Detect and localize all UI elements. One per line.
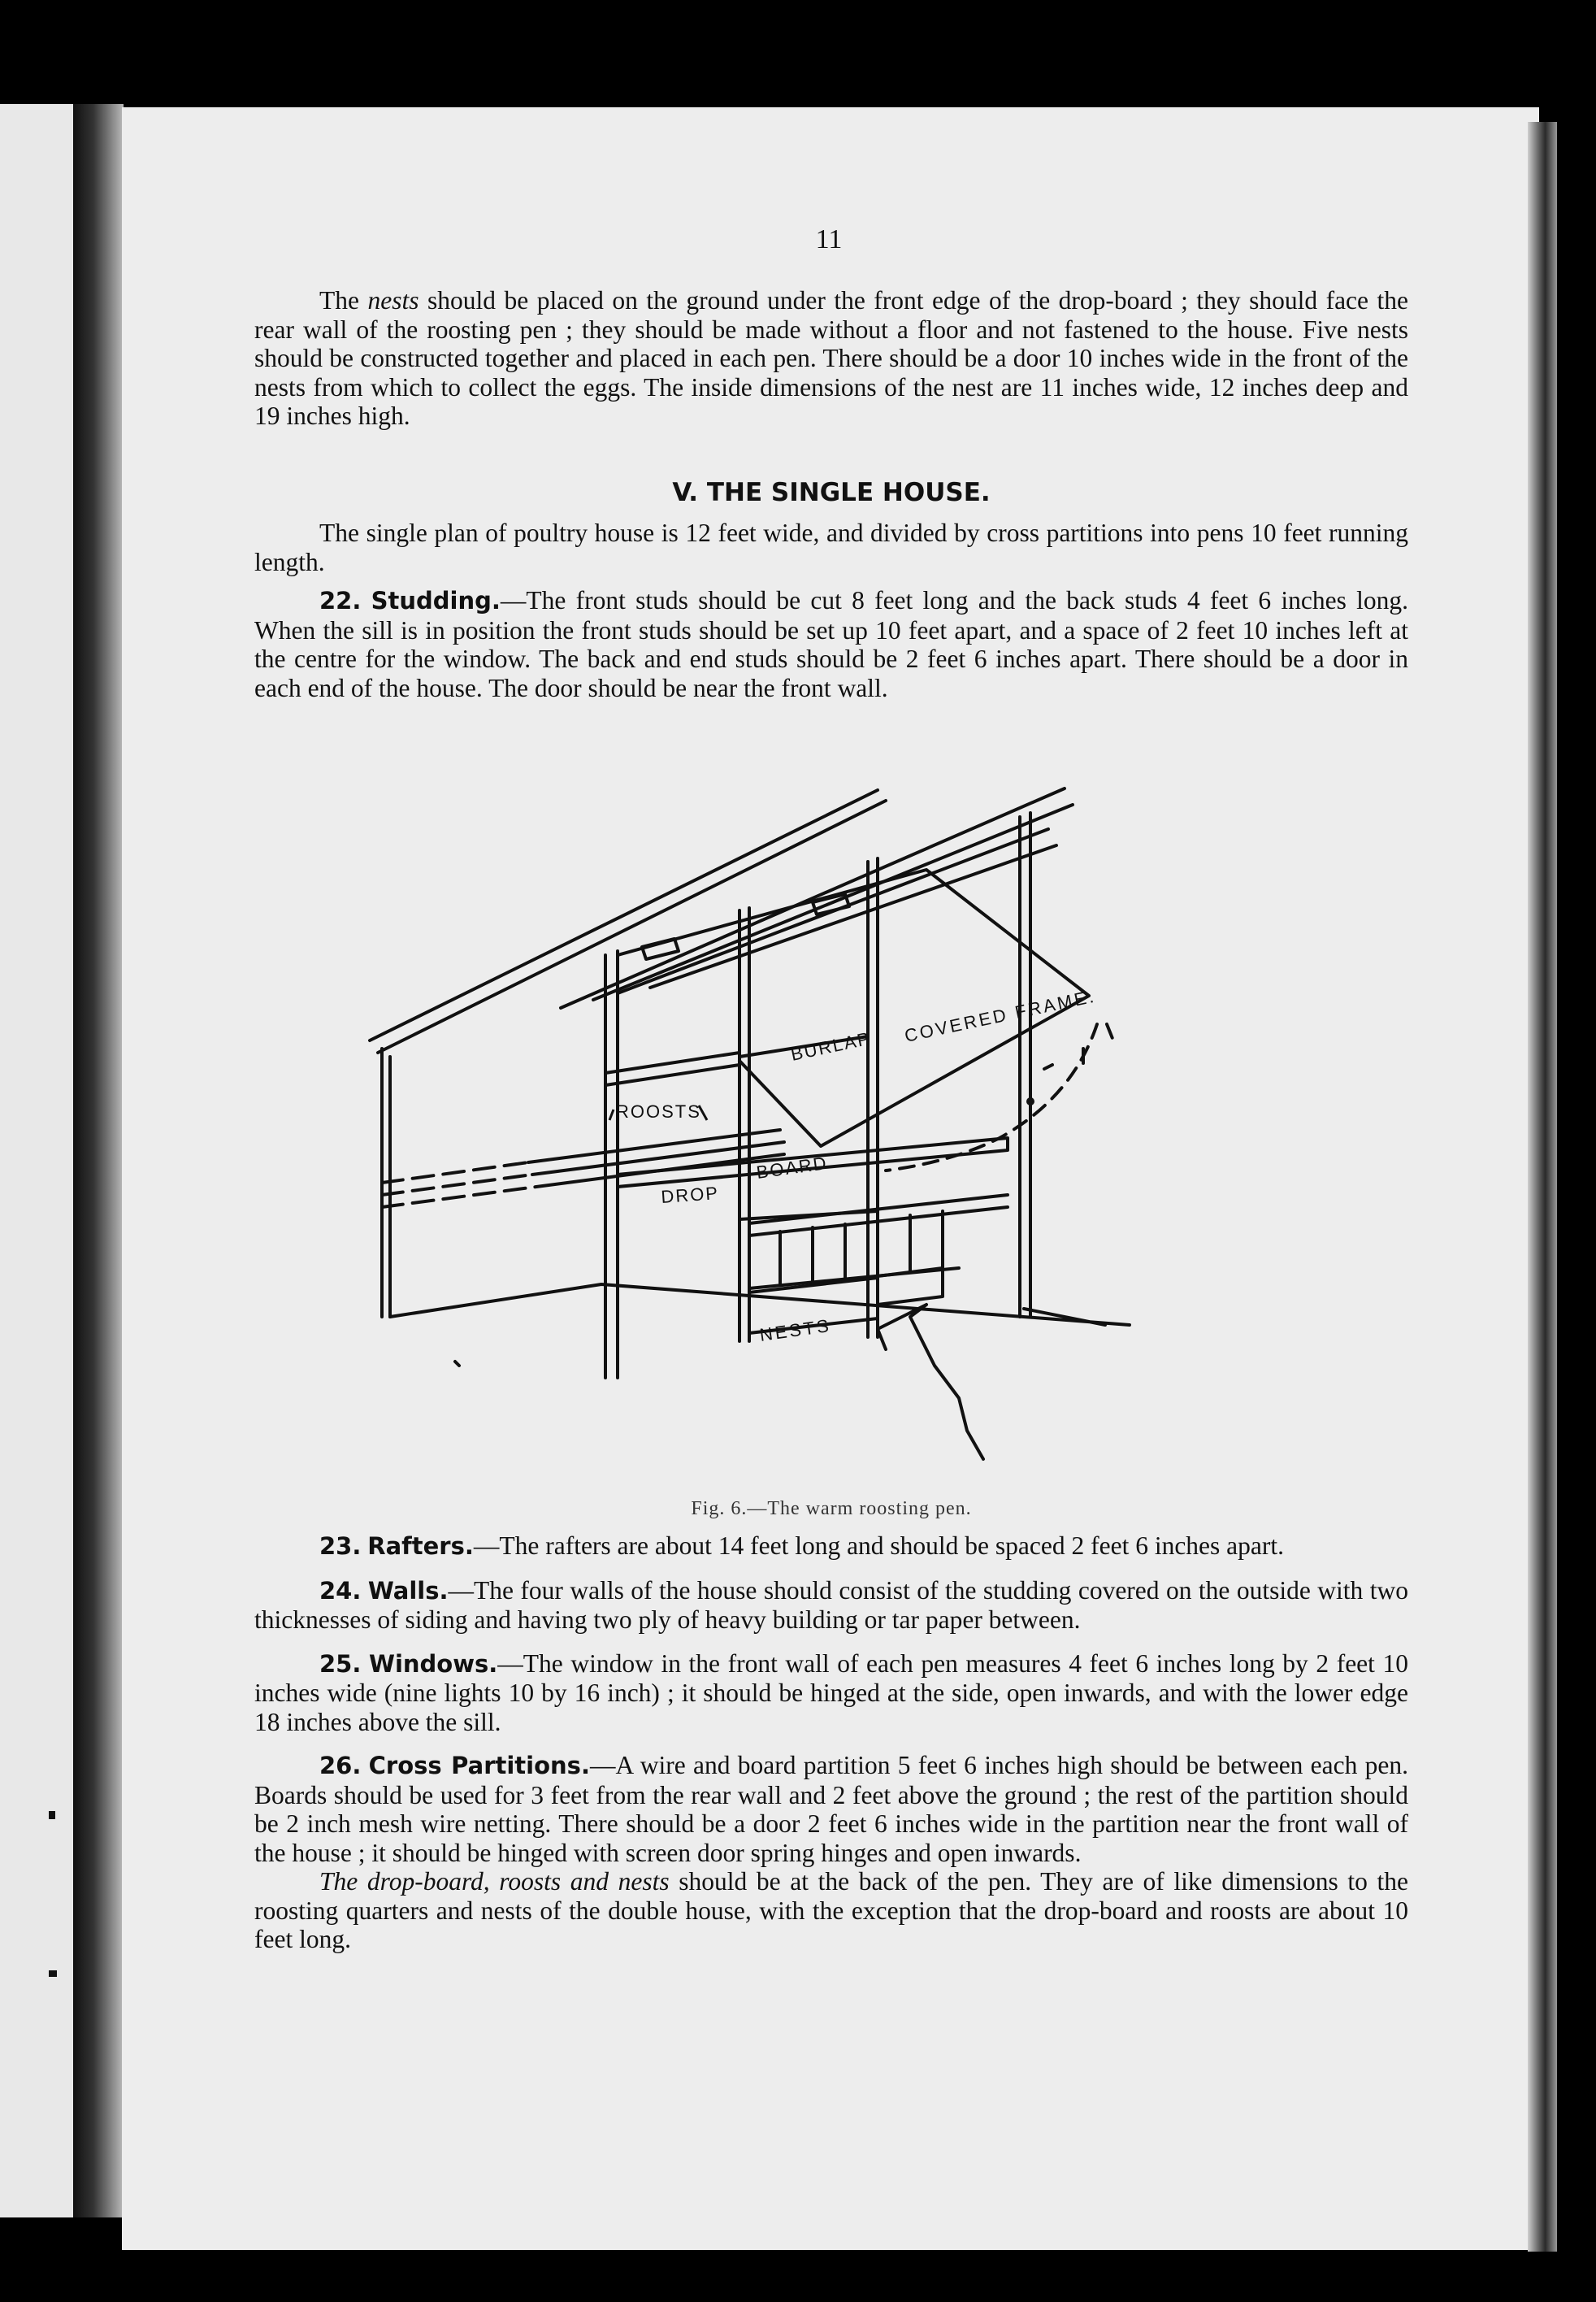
frame-knob [1026,1097,1034,1105]
swing-arc [1107,1024,1113,1040]
single-plan-paragraph: The single plan of poultry house is 12 feet wide, and divided by cross partitions into pens 10 feet running length. [254,519,1408,576]
intro-paragraph: The nests should be placed on the ground under the front edge of the drop-board ; they should face the rear wall of the roosting pen ; they should be made without a floor and not fastened to the house. Five nests should be constructed together and placed in each pen. There should be a door 10 inches wide in the front of the nests from which to collect the eggs. The inside dimensions of the nest are 11 inches wide, 12 inches deep and 19 inches high. [254,286,1408,430]
rafters-paragraph: 23. Rafters.—The rafters are about 14 feet long and should be spaced 2 feet 6 inches apart. [319,1531,1285,1560]
body-upper [254,519,1408,702]
stud-line [868,858,878,1337]
roost-line [528,1130,784,1187]
label-nests: NESTS [758,1314,833,1345]
label-burlap: BURLAP [788,1027,873,1065]
detail-mark [455,1049,1083,1366]
margin-mark [49,1970,57,1977]
walls-paragraph: 24. Walls.—The four walls of the house should consist of the studding covered on the outside with two thicknesses of siding and having two ply of heavy building or tar paper between. [254,1575,1408,1634]
section-heading: V. THE SINGLE HOUSE. [672,478,991,507]
swing-arc [886,1024,1097,1171]
margin-mark [49,1811,55,1819]
roosting-pen-figure [358,780,1276,1496]
label-drop: DROP [660,1183,720,1207]
floor-crack [878,1305,983,1459]
page-number: 11 [815,224,843,254]
stud-line [1020,813,1030,1317]
nest-door [878,1268,943,1305]
windows-paragraph: 25. Windows.—The window in the front wall of each pen measures 4 feet 6 inches long by 2 feet 10 inches wide (nine lights 10 by 16 inch) ; it should be hinged at the side, open inwards, and with the lower edge 18 inches above the sill. [254,1648,1409,1736]
studding-paragraph: 22. Studding.—The front studs should be cut 8 feet long and the back studs 4 feet 6 inches long. When the sill is in position the front studs should be set up 10 feet apart, and a space of 2 feet 10 inches left at the centre for the window. The back and end studs should be 2 feet 6 inches apart. There should be a door in each end of the house. The door should be near the front wall. [254,586,1408,702]
facing-page-edge [0,104,78,2217]
page-edge-shadow [1528,122,1557,2252]
nests-term: nests [367,286,419,315]
roost-line [382,1162,536,1207]
partitions-paragraph: 26. Cross Partitions.—A wire and board partition 5 feet 6 inches high should be between each pen. Boards should be used for 3 feet from the rear wall and 2 feet above the ground ; the rest of the partition should be 2 inch mesh wire netting. There should be a door 2 feet 6 inches wide in the partition near the front wall of the house ; it should be hinged with screen door spring hinges and open inwards. [254,1751,1408,1867]
stud-line [739,908,749,1341]
closing-paragraph: The drop-board, roosts and nests should be at the back of the pen. They are of like dimensions to the roosting quarters and nests of the double house, with the exception that the drop-board and roosts are about 10 feet long. [254,1867,1409,1953]
body-lower [254,1531,1408,1954]
book-gutter [73,104,124,2217]
figure-caption: Fig. 6.—The warm roosting pen. [691,1498,972,1519]
label-board: BOARD [755,1152,830,1183]
label-roosts: ROOSTS [616,1101,701,1122]
label-covered-frame: COVERED FRAME. [902,985,1098,1046]
